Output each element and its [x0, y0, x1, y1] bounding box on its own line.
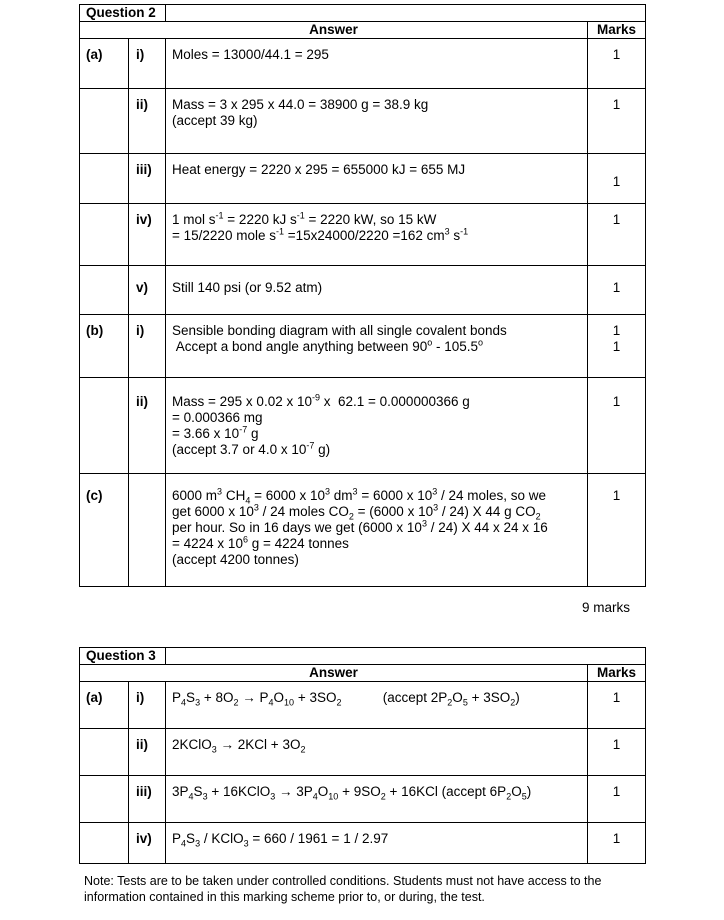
marks-value: 1	[588, 39, 646, 89]
marks-value: 1	[588, 89, 646, 154]
question-2-table	[79, 4, 646, 587]
sub-label: iii)	[129, 154, 166, 204]
answer-header: Answer	[80, 665, 588, 682]
answer-text: 1 mol $s^{-1} = 2220$ kJ $s^{-1} = 2220$ kW, so 15 kW = 15/2220 mole $s^{-1} =15x24000/2220 =162$ $cm^3$ $s^{-1}$	[166, 204, 588, 266]
part-label	[80, 776, 129, 823]
answer-text: 6000 $m^3$ $CH_4 = 6000$ x $10^3$ $dm^3 = 6000$ x $10^3 / 24$ moles, so we get 6000 x $10^3 / 24$ moles $CO_2 = (6000$ x $10^3 / 24$) X 44 g $CO_2$ per hour. So in 16 days we get (6000 x $10^3 / 24$) X 44 x 24 x 16 = 4224 x $10^6$ g = 4224 tonnes (accept 4200 tonnes)	[166, 474, 588, 587]
sub-label: ii)	[129, 729, 166, 776]
answer-text: Still 140 psi (or 9.52 atm)	[166, 266, 588, 315]
note-text: Note: Tests are to be taken under controlled conditions. Students must not have access to the information contained in this marking scheme prior to, or during, the test.	[84, 874, 602, 904]
sub-label: i)	[129, 682, 166, 729]
marks-header: Marks	[588, 665, 646, 682]
marks-value: 1	[588, 682, 646, 729]
marks-value: 1	[588, 776, 646, 823]
marks-value: 1	[588, 823, 646, 864]
part-label	[80, 378, 129, 474]
answer-text: Mass = 295 x 0.02 x $10^{-9}$ x 62.1 = 0.000000366 g = 0.000366 mg = 3.66 x $10^{-7}$ g (accept 3.7 or 4.0 x $10^{-7}$ g)	[166, 378, 588, 474]
sub-label: iv)	[129, 823, 166, 864]
answer-text: Heat energy = 2220 x 295 = 655000 kJ = 655 MJ	[166, 154, 588, 204]
question-3-title: Question 3	[80, 648, 166, 665]
answer-text: $3P_4S_3$ + 16KClO$_3$ → $3P_4O_{10} + 9SO_2 + 16KCl$ (accept $6P_2O_5$)	[166, 776, 588, 823]
marks-value: 1	[588, 378, 646, 474]
marks-value: 1	[588, 474, 646, 587]
part-label	[80, 823, 129, 864]
part-label: (a)	[80, 682, 129, 729]
total-marks: 9 marks	[582, 600, 631, 615]
marks-value: 1 1	[588, 315, 646, 378]
part-label	[80, 729, 129, 776]
part-label	[80, 154, 129, 204]
answer-text: Mass = 3 x 295 x 44.0 = 38900 g = 38.9 kg (accept 39 kg)	[166, 89, 588, 154]
part-label: (a)	[80, 39, 129, 89]
marks-value: 1	[588, 266, 646, 315]
question-2-title: Question 2	[80, 5, 166, 22]
sub-label: iv)	[129, 204, 166, 266]
marks-header: Marks	[588, 22, 646, 39]
answer-text: $P_4S_3$ / KClO$_3$ = 660 / 1961 = 1 / 2.97	[166, 823, 588, 864]
sub-label: i)	[129, 315, 166, 378]
answer-text: 2KClO$_3$ → $2KCl + 3O_2$	[166, 729, 588, 776]
sub-label: ii)	[129, 378, 166, 474]
sub-label: i)	[129, 39, 166, 89]
answer-text: $P_4S_3 + 8O_2 \to P_4O_{10} + 3SO_2$ (accept $2P_2O_5 + 3SO_2$)	[166, 682, 588, 729]
sub-label: v)	[129, 266, 166, 315]
sub-label: iii)	[129, 776, 166, 823]
sub-label	[129, 474, 166, 587]
part-label	[80, 89, 129, 154]
marks-value: 1	[588, 729, 646, 776]
answer-header: Answer	[80, 22, 588, 39]
part-label: (b)	[80, 315, 129, 378]
question-3-table	[79, 647, 646, 864]
sub-label: ii)	[129, 89, 166, 154]
part-label	[80, 204, 129, 266]
answer-text: Sensible bonding diagram with all single covalent bonds Accept a bond angle anything between 90$^o$ - 105.5$^o$	[166, 315, 588, 378]
marks-value: 1	[588, 154, 646, 204]
answer-text: Moles = 13000/44.1 = 295	[166, 39, 588, 89]
marks-value: 1	[588, 204, 646, 266]
part-label: (c)	[80, 474, 129, 587]
part-label	[80, 266, 129, 315]
